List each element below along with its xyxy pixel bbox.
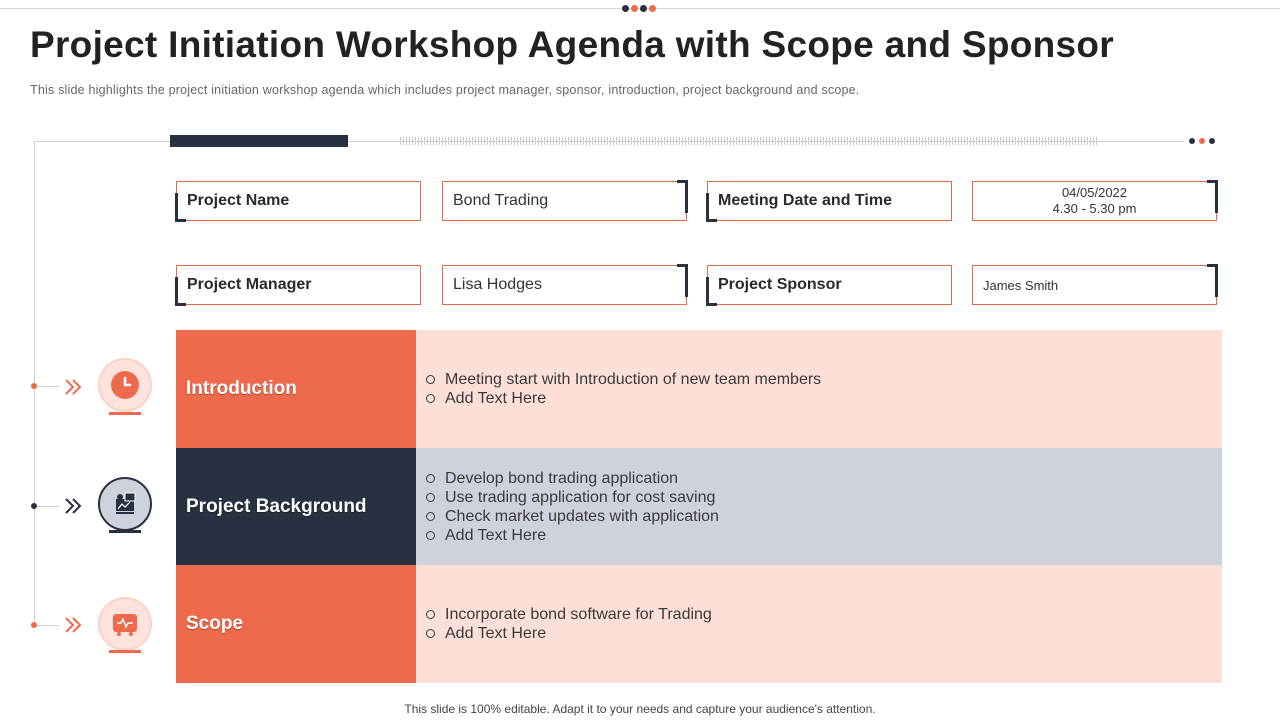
node-connector (37, 506, 59, 507)
list-item: Meeting start with Introduction of new team members (426, 370, 1222, 389)
meeting-time: 4.30 - 5.30 pm (1052, 201, 1137, 216)
meeting-date: 04/05/2022 (1061, 185, 1128, 200)
node-connector (37, 625, 59, 626)
node-connector (37, 386, 59, 387)
hatch-decoration (400, 137, 1097, 145)
row-label-scope: Scope (176, 565, 416, 683)
page-title: Project Initiation Workshop Agenda with Scope and Sponsor (30, 24, 1115, 65)
double-chevron-icon (63, 496, 83, 516)
monitor-icon (98, 597, 152, 651)
manager-value: Lisa Hodges (442, 265, 687, 305)
sponsor-label: Project Sponsor (707, 265, 952, 305)
list-item: Incorporate bond software for Trading (426, 605, 1222, 624)
list-item: Add Text Here (426, 624, 1222, 643)
meeting-value (972, 181, 1217, 221)
project-name-value: Bond Trading (442, 181, 687, 221)
row-body-project-background (416, 448, 1222, 565)
project-name-label: Project Name (176, 181, 421, 221)
sponsor-value: James Smith (972, 265, 1217, 305)
list-item: Add Text Here (426, 526, 1222, 545)
double-chevron-icon (63, 377, 83, 397)
header-accent-bar (170, 135, 348, 147)
row-body-introduction (416, 330, 1222, 448)
list-item: Use trading application for cost saving (426, 488, 1222, 507)
row-label-introduction: Introduction (176, 330, 416, 448)
icon-underline (109, 650, 141, 653)
double-chevron-icon (63, 615, 83, 635)
footer-note: This slide is 100% editable. Adapt it to your needs and capture your audience's attention. (404, 702, 876, 716)
list-item: Check market updates with application (426, 507, 1222, 526)
clock-icon (98, 358, 152, 412)
list-item: Add Text Here (426, 389, 1222, 408)
end-dots (1189, 138, 1215, 144)
icon-underline (109, 412, 141, 415)
presentation-icon (98, 477, 152, 531)
list-item: Develop bond trading application (426, 469, 1222, 488)
meeting-label: Meeting Date and Time (707, 181, 952, 221)
row-label-project-background: Project Background (176, 448, 416, 565)
page-subtitle: This slide highlights the project initiation workshop agenda which includes project manager, sponsor, introduction, project background and scope. (30, 83, 860, 97)
top-dots (622, 5, 656, 12)
row-body-scope (416, 565, 1222, 683)
manager-label: Project Manager (176, 265, 421, 305)
icon-underline (109, 530, 141, 533)
